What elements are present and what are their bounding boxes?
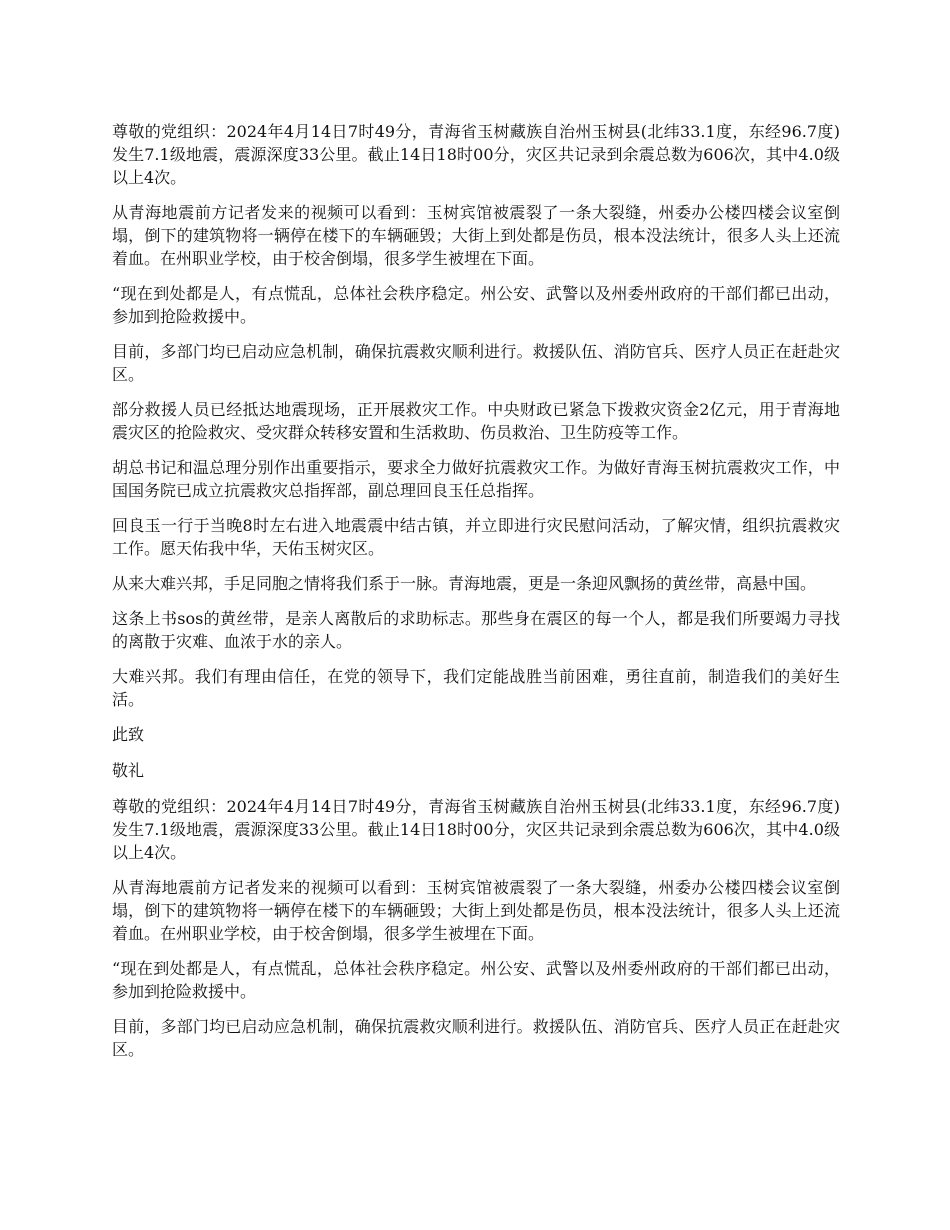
paragraph-reporter-video-repeat: 从青海地震前方记者发来的视频可以看到：玉树宾馆被震裂了一条大裂缝，州委办公楼四楼会议室倒塌，倒下的建筑物将一辆停在楼下的车辆砸毁；大街上到处都是伤员，根本没法统计，很多人头上还流着血。在州职业学校，由于校舍倒塌，很多学生被埋在下面。 (112, 878, 840, 943)
closing-cizhi: 此致 (112, 725, 145, 744)
paragraph-emergency-mechanism: 目前，多部门均已启动应急机制，确保抗震救灾顺利进行。救援队伍、消防官兵、医疗人员正在赶赴灾区。 (112, 342, 840, 384)
paragraph-yellow-ribbon: 从来大难兴邦，手足同胞之情将我们系于一脉。青海地震，更是一条迎风飘扬的黄丝带，高悬中国。 (112, 574, 817, 593)
paragraph-quote-order: “现在到处都是人，有点慌乱，总体社会秩序稳定。州公安、武警以及州委州政府的干部们都已出动，参加到抢险救援中。 (112, 284, 840, 326)
paragraph-salutation-intro: 尊敬的党组织：2024年4月14日7时49分，青海省玉树藏族自治州玉树县(北纬33.1度，东经96.7度)发生7.1级地震，震源深度33公里。截止14日18时00分，灾区共记录到余震总数为606次，其中4.0级以上4次。 (112, 122, 840, 187)
closing-jingli: 敬礼 (112, 761, 145, 780)
paragraph-reporter-video: 从青海地震前方记者发来的视频可以看到：玉树宾馆被震裂了一条大裂缝，州委办公楼四楼会议室倒塌，倒下的建筑物将一辆停在楼下的车辆砸毁；大街上到处都是伤员，根本没法统计，很多人头上还流着血。在州职业学校，由于校舍倒塌，很多学生被埋在下面。 (112, 203, 840, 268)
document-page (112, 120, 840, 1073)
paragraph-relief-funds: 部分救援人员已经抵达地震现场，正开展救灾工作。中央财政已紧急下拨救灾资金2亿元，用于青海地震灾区的抢险救灾、受灾群众转移安置和生活救助、伤员救治、卫生防疫等工作。 (112, 400, 840, 442)
paragraph-instructions: 胡总书记和温总理分别作出重要指示，要求全力做好抗震救灾工作。为做好青海玉树抗震救灾工作，中国国务院已成立抗震救灾总指挥部，副总理回良玉任总指挥。 (112, 458, 840, 500)
paragraph-sos-ribbon: 这条上书sos的黄丝带，是亲人离散后的求助标志。那些身在震区的每一个人，都是我们所要竭力寻找的离散于灾难、血浓于水的亲人。 (112, 609, 840, 651)
paragraph-quote-order-repeat: “现在到处都是人，有点慌乱，总体社会秩序稳定。州公安、武警以及州委州政府的干部们都已出动，参加到抢险救援中。 (112, 959, 840, 1001)
paragraph-hui-liangyu: 回良玉一行于当晚8时左右进入地震震中结古镇，并立即进行灾民慰问活动，了解灾情，组织抗震救灾工作。愿天佑我中华，天佑玉树灾区。 (112, 516, 840, 558)
paragraph-salutation-intro-repeat: 尊敬的党组织：2024年4月14日7时49分，青海省玉树藏族自治州玉树县(北纬33.1度，东经96.7度)发生7.1级地震，震源深度33公里。截止14日18时00分，灾区共记录到余震总数为606次，其中4.0级以上4次。 (112, 797, 840, 862)
paragraph-emergency-mechanism-repeat: 目前，多部门均已启动应急机制，确保抗震救灾顺利进行。救援队伍、消防官兵、医疗人员正在赶赴灾区。 (112, 1017, 840, 1059)
paragraph-conclusion: 大难兴邦。我们有理由信任，在党的领导下，我们定能战胜当前困难，勇往直前，制造我们的美好生活。 (112, 667, 840, 709)
